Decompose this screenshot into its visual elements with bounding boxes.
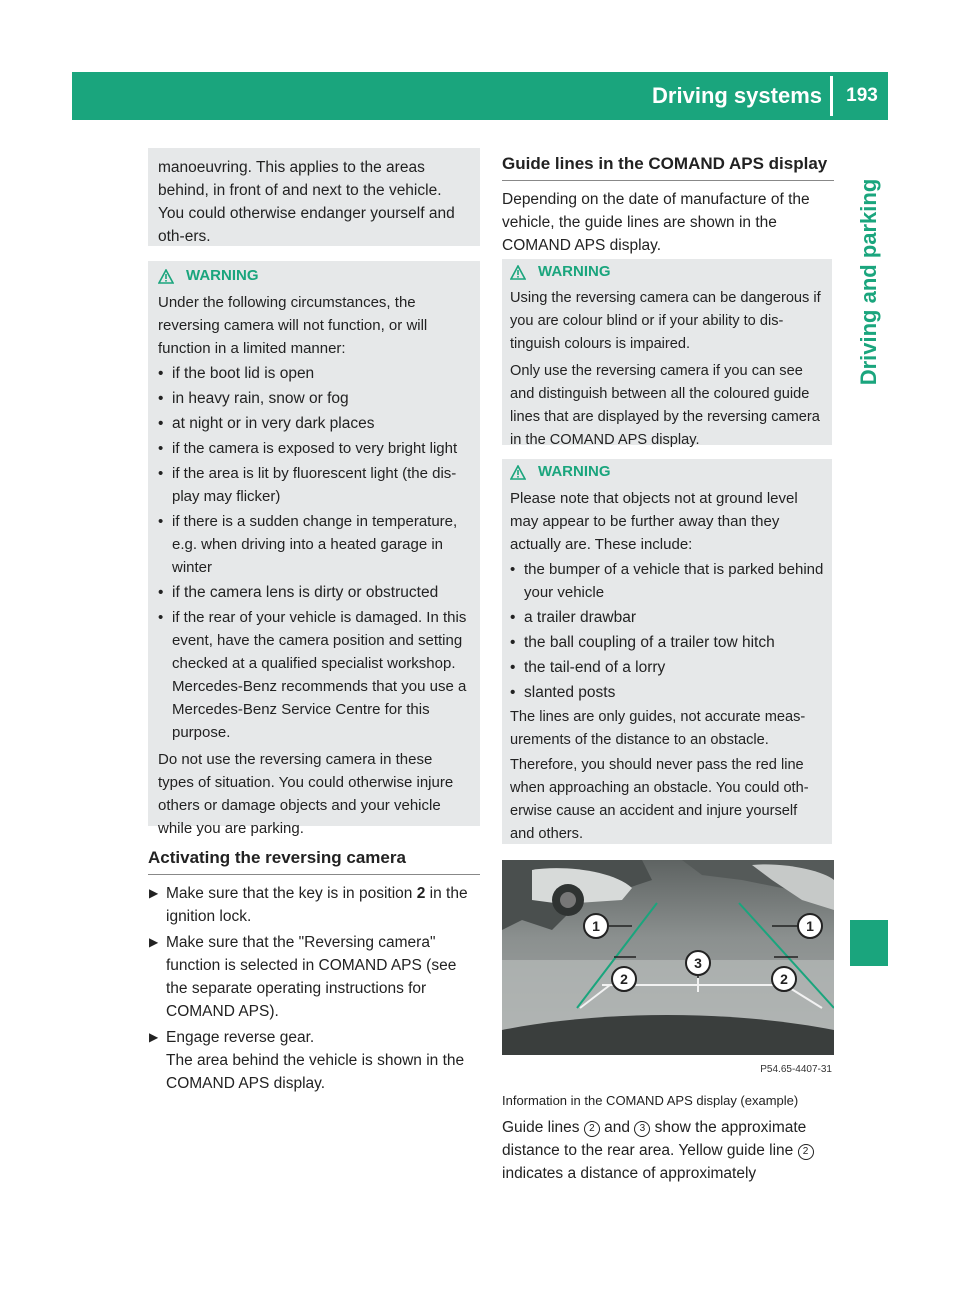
figure-caption: Information in the COMAND APS display (example) [502, 1093, 799, 1108]
guide-lines-heading: Guide lines in the COMAND APS display [502, 154, 834, 181]
list-item: • if the rear of your vehicle is damaged. In this event, have the camera position and setting checked at a qualified specialist workshop. Mercedes-Benz recommends that you use a Mercedes-Benz Service Centre for this purpose. [158, 606, 470, 744]
svg-text:1: 1 [592, 918, 600, 934]
warning-text: The lines are only guides, not accurate meas-urements of the distance to an obstacle. [510, 709, 806, 748]
reference-marker: 3 [634, 1121, 650, 1137]
figure-reference-code: P54.65-4407-31 [760, 1064, 832, 1075]
step-text: Engage reverse gear. [166, 1029, 315, 1046]
paragraph-text: and [599, 1119, 635, 1136]
svg-text:2: 2 [780, 971, 788, 987]
warning-label: WARNING [538, 263, 611, 280]
step-item [148, 882, 480, 928]
warning-closing: Do not use the reversing camera in these types of situation. You could otherwise injure others or damage objects and your vehicle while you are parking. [158, 751, 454, 837]
warning-box-2 [502, 259, 832, 448]
list-item: • if the boot lid is open [158, 362, 470, 385]
warning-label: WARNING [538, 463, 611, 480]
step-text: Make sure that the "Reversing camera" function is selected in COMAND APS (see the separate operating instructions for COMAND APS). [166, 934, 457, 1020]
section-heading: Activating the reversing camera [148, 848, 480, 875]
step-arrow-icon: ▶ [149, 886, 159, 900]
reference-marker: 2 [798, 1144, 814, 1160]
step-arrow-icon: ▶ [149, 1030, 159, 1044]
list-item: • at night or in very dark places [158, 412, 470, 435]
warning-box-3 [502, 459, 832, 844]
list-item: • a trailer drawbar [510, 606, 824, 629]
warning-box-1 [148, 261, 480, 837]
svg-text:2: 2 [620, 971, 628, 987]
warning-label: WARNING [186, 267, 259, 284]
paragraph-text: show the approximate distance to the rear area. Yellow guide line [502, 1119, 807, 1159]
warning-heading [158, 265, 470, 287]
step-item [148, 1026, 480, 1095]
continued-text-box [148, 148, 480, 246]
page-number: 193 [846, 85, 878, 106]
callout-marker-2-left [612, 967, 636, 991]
paragraph-text: Guide lines [502, 1119, 584, 1136]
header-divider [830, 76, 833, 116]
warning-bullet-list [158, 362, 470, 744]
guide-lines-paragraph [502, 1116, 834, 1185]
step-item [148, 931, 480, 1023]
warning-heading [510, 461, 824, 483]
list-item: • if the area is lit by fluorescent light (the dis-play may flicker) [158, 462, 470, 508]
list-item: • in heavy rain, snow or fog [158, 387, 470, 410]
guide-lines-intro: Depending on the date of manufacture of the vehicle, the guide lines are shown in the COMAND APS display. [502, 191, 810, 254]
reference-marker: 2 [584, 1121, 600, 1137]
reversing-camera-illustration [502, 860, 834, 1078]
warning-intro: Under the following circumstances, the reversing camera will not function, or will function in a limited manner: [158, 294, 428, 357]
svg-text:3: 3 [694, 955, 702, 971]
callout-marker-2-right [772, 967, 796, 991]
paragraph-text: indicates a distance of approximately [502, 1165, 757, 1182]
callout-marker-1-right [798, 914, 822, 938]
continued-text: manoeuvring. This applies to the areas behind, in front of and next to the vehicle. You could otherwise endanger yourself and oth-ers. [158, 159, 455, 245]
list-item: • the bumper of a vehicle that is parked behind your vehicle [510, 558, 824, 604]
warning-text: Using the reversing camera can be dangerous if you are colour blind or if your ability to dis-tinguish colours is impaired. [510, 290, 821, 352]
list-item: • if the camera lens is dirty or obstructed [158, 581, 470, 604]
step-result: The area behind the vehicle is shown in the COMAND APS display. [166, 1052, 465, 1092]
list-item: • if there is a sudden change in temperature, e.g. when driving into a heated garage in winter [158, 510, 470, 579]
list-item: • slanted posts [510, 681, 824, 704]
step-text: Make sure that the key is in position [166, 885, 417, 902]
warning-triangle-icon [510, 265, 526, 280]
side-tab-marker [850, 920, 888, 966]
list-item: • if the camera is exposed to very bright light [158, 437, 470, 460]
warning-triangle-icon [158, 269, 174, 284]
side-tab-label: Driving and parking [856, 178, 881, 386]
svg-text:1: 1 [806, 918, 814, 934]
instruction-steps [148, 882, 480, 1098]
section-title: Driving systems [652, 83, 822, 108]
warning-text: Therefore, you should never pass the red line when approaching an obstacle. You could oth-erwise cause an accident and injure yourself and others. [510, 757, 809, 842]
step-text: in the ignition lock. [166, 885, 468, 925]
warning-bullet-list [510, 558, 824, 704]
list-item: • the tail-end of a lorry [510, 656, 824, 679]
warning-intro: Please note that objects not at ground level may appear to be further away than they actually are. These include: [510, 490, 798, 553]
list-item: • the ball coupling of a trailer tow hitch [510, 631, 824, 654]
step-arrow-icon: ▶ [149, 935, 159, 949]
callout-marker-3 [686, 951, 710, 975]
warning-heading [510, 261, 824, 283]
warning-triangle-icon [510, 465, 526, 480]
warning-text: Only use the reversing camera if you can see and distinguish between all the coloured guide lines that are displayed by the reversing camera in the COMAND APS display. [510, 363, 820, 448]
key-position: 2 [416, 885, 426, 902]
callout-marker-1-left [584, 914, 608, 938]
